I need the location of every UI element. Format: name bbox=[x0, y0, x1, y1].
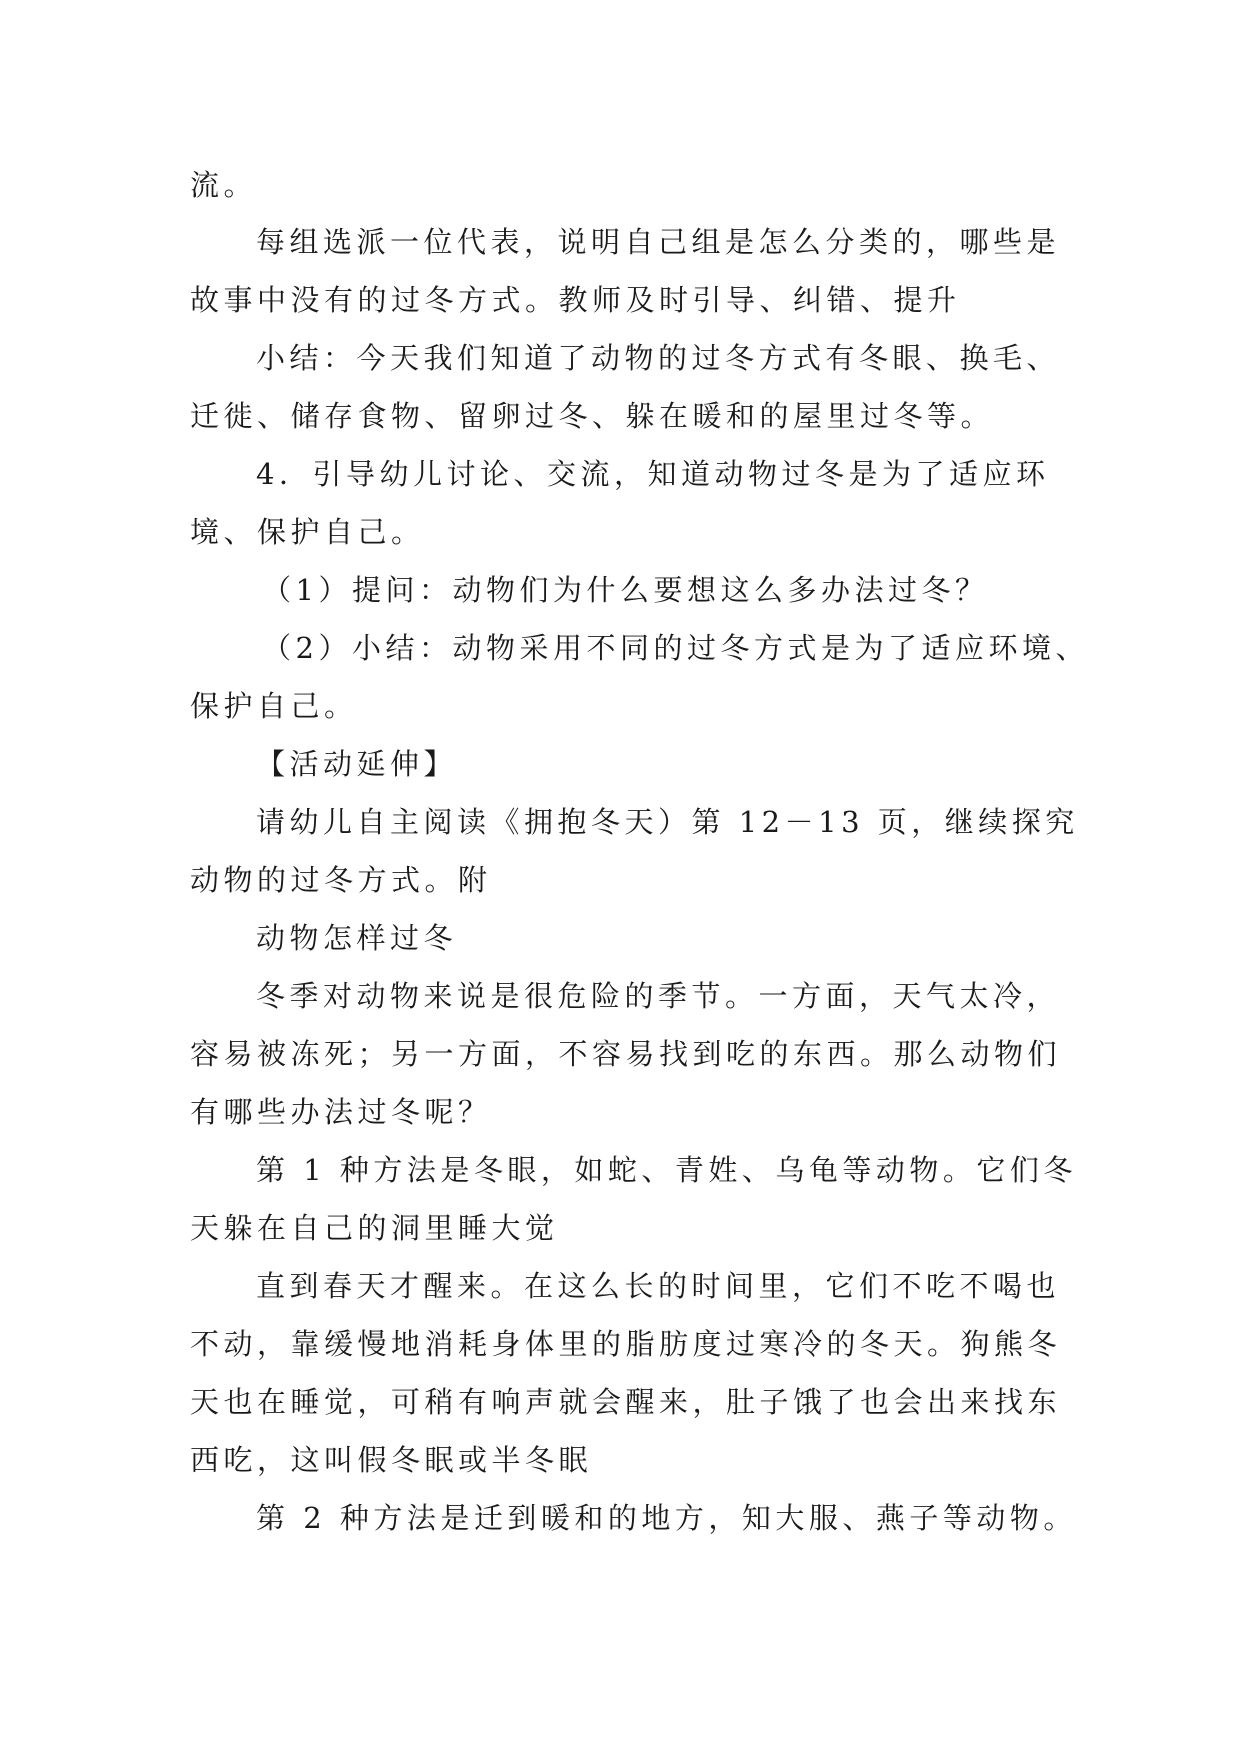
paragraph-line: 动物的过冬方式。附 bbox=[190, 863, 492, 897]
paragraph-line: 冬季对动物来说是很危险的季节。一方面，天气太冷， bbox=[256, 979, 1061, 1013]
paragraph-line: 故事中没有的过冬方式。教师及时引导、纠错、提升 bbox=[190, 283, 961, 317]
paragraph-line: 第 1 种方法是冬眼，如蛇、青姓、乌龟等动物。它们冬 bbox=[256, 1153, 1077, 1187]
section-heading: 【活动延伸】 bbox=[256, 747, 458, 781]
paragraph-line: 流。 bbox=[190, 168, 258, 202]
paragraph-line: 保护自己。 bbox=[190, 689, 358, 723]
paragraph-line: 天躲在自己的洞里睡大觉 bbox=[190, 1211, 559, 1245]
paragraph-line: 天也在睡觉，可稍有响声就会醒来，肚子饿了也会出来找东 bbox=[190, 1385, 1062, 1419]
paragraph-line: 直到春天才醒来。在这么长的时间里，它们不吃不喝也 bbox=[256, 1269, 1061, 1303]
paragraph-line: 第 2 种方法是迁到暖和的地方，知大服、燕子等动物。 bbox=[256, 1501, 1077, 1535]
paragraph-line: 每组选派一位代表，说明自己组是怎么分类的，哪些是 bbox=[256, 225, 1061, 259]
paragraph-line: 小结：今天我们知道了动物的过冬方式有冬眼、换毛、 bbox=[256, 341, 1061, 375]
paragraph-line: 境、保护自己。 bbox=[190, 515, 425, 549]
paragraph-line: （1）提问：动物们为什么要想这么多办法过冬？ bbox=[262, 573, 989, 607]
paragraph-line: 西吃，这叫假冬眠或半冬眠 bbox=[190, 1443, 593, 1477]
paragraph-line: 容易被冻死；另一方面，不容易找到吃的东西。那么动物们 bbox=[190, 1037, 1062, 1071]
paragraph-line: 迁徙、储存食物、留卵过冬、躲在暖和的屋里过冬等。 bbox=[190, 399, 995, 433]
paragraph-line: 有哪些办法过冬呢？ bbox=[190, 1095, 492, 1129]
subheading: 动物怎样过冬 bbox=[256, 921, 458, 955]
paragraph-line: 不动，靠缓慢地消耗身体里的脂肪度过寒冷的冬天。狗熊冬 bbox=[190, 1327, 1062, 1361]
paragraph-line: （2）小结：动物采用不同的过冬方式是为了适应环境、 bbox=[262, 631, 1089, 665]
paragraph-line: 请幼儿自主阅读《拥抱冬天）第 12－13 页，继续探究 bbox=[256, 805, 1079, 839]
paragraph-line: 4．引导幼儿讨论、交流，知道动物过冬是为了适应环 bbox=[256, 457, 1050, 491]
